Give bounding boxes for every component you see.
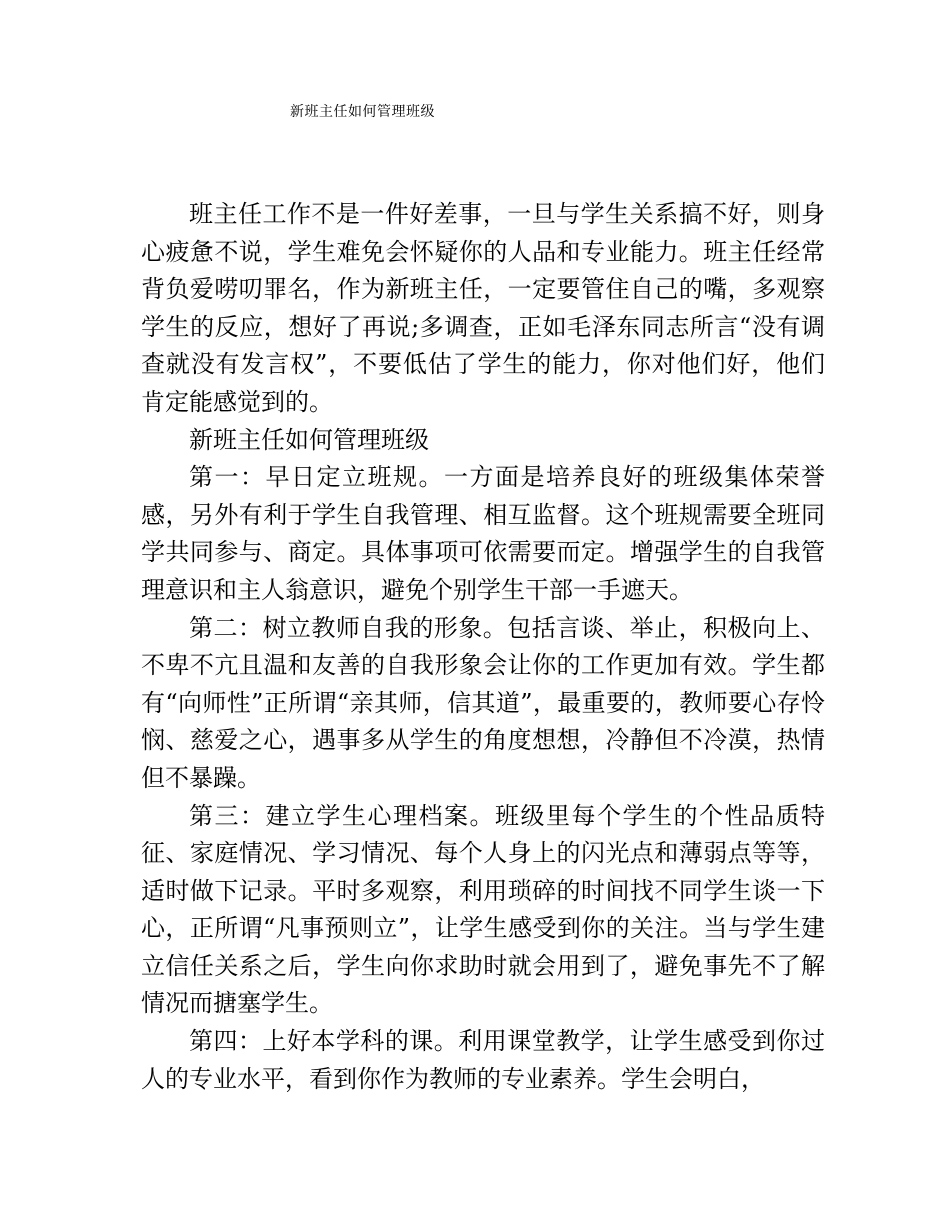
- document-body: [141, 196, 825, 1098]
- paragraph-point-3: 第三：建立学生心理档案。班级里每个学生的个性品质特征、家庭情况、学习情况、每个人身上的闪光点和薄弱点等等，适时做下记录。平时多观察，利用琐碎的时间找不同学生谈一下心，正所谓“凡事预则立”，让学生感受到你的关注。当与学生建立信任关系之后，学生向你求助时就会用到了，避免事先不了解情况而搪塞学生。: [141, 801, 825, 1018]
- paragraph-intro: 班主任工作不是一件好差事，一旦与学生关系搞不好，则身心疲惫不说，学生难免会怀疑你的人品和专业能力。班主任经常背负爱唠叨罪名，作为新班主任，一定要管住自己的嘴，多观察学生的反应，想好了再说;多调查，正如毛泽东同志所言“没有调查就没有发言权”，不要低估了学生的能力，你对他们好，他们肯定能感觉到的。: [141, 200, 825, 416]
- page-title: 新班主任如何管理班级: [290, 104, 435, 120]
- paragraph-point-4: 第四：上好本学科的课。利用课堂教学，让学生感受到你过人的专业水平，看到你作为教师的专业素养。学生会明白，: [141, 1027, 825, 1093]
- paragraph-point-2: 第二：树立教师自我的形象。包括言谈、举止，积极向上、不卑不亢且温和友善的自我形象会让你的工作更加有效。学生都有“向师性”正所谓“亲其师，信其道”，最重要的，教师要心存怜悯、慈爱之心，遇事多从学生的角度想想，冷静但不冷漠，热情但不暴躁。: [141, 613, 825, 792]
- section-heading: 新班主任如何管理班级: [189, 425, 429, 454]
- paragraph-point-1: 第一：早日定立班规。一方面是培养良好的班级集体荣誉感，另外有利于学生自我管理、相互监督。这个班规需要全班同学共同参与、商定。具体事项可依需要而定。增强学生的自我管理意识和主人翁意识，避免个别学生干部一手遮天。: [141, 463, 825, 604]
